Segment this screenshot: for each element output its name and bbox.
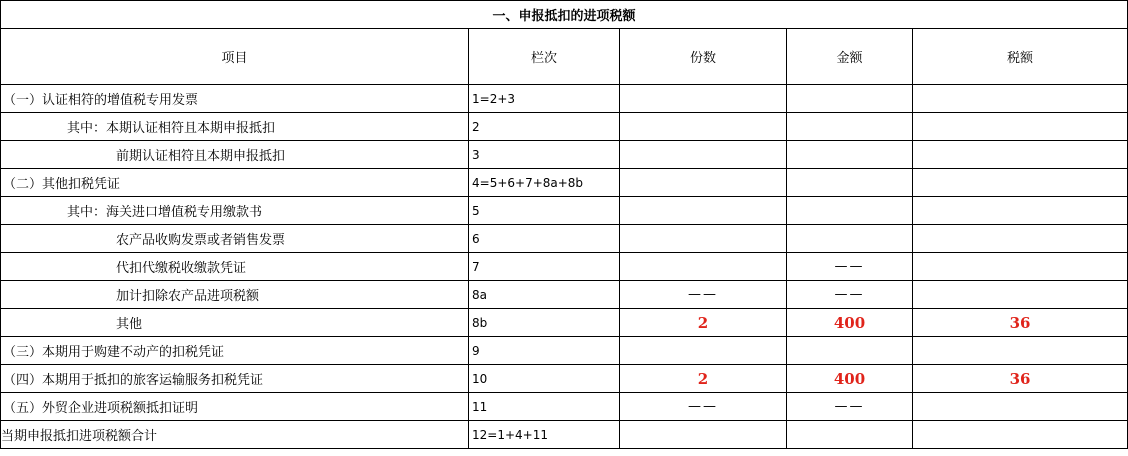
header-line: 栏次 xyxy=(469,29,620,85)
table-title-row xyxy=(1,1,1128,29)
row-item[interactable]: 前期认证相符且本期申报抵扣 xyxy=(1,141,469,169)
row-count[interactable] xyxy=(620,421,787,449)
table-row xyxy=(1,113,1128,141)
row-tax[interactable]: 36 xyxy=(913,309,1128,337)
row-item[interactable]: （四）本期用于抵扣的旅客运输服务扣税凭证 xyxy=(1,365,469,393)
row-tax[interactable] xyxy=(913,197,1128,225)
row-line[interactable]: 9 xyxy=(469,337,620,365)
row-line[interactable]: 6 xyxy=(469,225,620,253)
row-count[interactable] xyxy=(620,225,787,253)
row-item[interactable]: 农产品收购发票或者销售发票 xyxy=(1,225,469,253)
row-line[interactable]: 3 xyxy=(469,141,620,169)
table-row xyxy=(1,337,1128,365)
table-header-row xyxy=(1,29,1128,85)
table-row xyxy=(1,141,1128,169)
row-line[interactable]: 10 xyxy=(469,365,620,393)
row-item[interactable]: 当期申报抵扣进项税额合计 xyxy=(1,421,469,449)
table-row xyxy=(1,393,1128,421)
table-row xyxy=(1,365,1128,393)
row-line[interactable]: 2 xyxy=(469,113,620,141)
row-count[interactable]: —— xyxy=(620,281,787,309)
table-row xyxy=(1,197,1128,225)
header-amount: 金额 xyxy=(787,29,913,85)
row-amount[interactable]: 400 xyxy=(787,309,913,337)
row-count[interactable] xyxy=(620,169,787,197)
table-row xyxy=(1,281,1128,309)
row-item[interactable]: （五）外贸企业进项税额抵扣证明 xyxy=(1,393,469,421)
row-amount[interactable] xyxy=(787,225,913,253)
row-count[interactable] xyxy=(620,253,787,281)
row-amount[interactable] xyxy=(787,113,913,141)
row-tax[interactable] xyxy=(913,141,1128,169)
row-line[interactable]: 8a xyxy=(469,281,620,309)
table-row xyxy=(1,421,1128,449)
row-tax[interactable] xyxy=(913,225,1128,253)
row-item[interactable]: 其他 xyxy=(1,309,469,337)
row-line[interactable]: 4=5+6+7+8a+8b xyxy=(469,169,620,197)
row-item[interactable]: 代扣代缴税收缴款凭证 xyxy=(1,253,469,281)
row-amount[interactable] xyxy=(787,169,913,197)
row-line[interactable]: 8b xyxy=(469,309,620,337)
row-amount[interactable]: 400 xyxy=(787,365,913,393)
row-tax[interactable] xyxy=(913,253,1128,281)
row-count[interactable] xyxy=(620,141,787,169)
row-amount[interactable] xyxy=(787,85,913,113)
row-tax[interactable] xyxy=(913,85,1128,113)
row-tax[interactable] xyxy=(913,421,1128,449)
row-count[interactable]: 2 xyxy=(620,365,787,393)
row-count[interactable] xyxy=(620,197,787,225)
row-line[interactable]: 7 xyxy=(469,253,620,281)
table-row xyxy=(1,225,1128,253)
row-tax[interactable] xyxy=(913,113,1128,141)
row-item[interactable]: （一）认证相符的增值税专用发票 xyxy=(1,85,469,113)
row-amount[interactable]: —— xyxy=(787,281,913,309)
row-tax[interactable] xyxy=(913,281,1128,309)
row-amount[interactable] xyxy=(787,337,913,365)
row-count[interactable] xyxy=(620,337,787,365)
table-row xyxy=(1,309,1128,337)
table-row xyxy=(1,85,1128,113)
row-item[interactable]: （三）本期用于购建不动产的扣税凭证 xyxy=(1,337,469,365)
row-count[interactable]: —— xyxy=(620,393,787,421)
row-item[interactable]: （二）其他扣税凭证 xyxy=(1,169,469,197)
row-item[interactable]: 加计扣除农产品进项税额 xyxy=(1,281,469,309)
row-line[interactable]: 12=1+4+11 xyxy=(469,421,620,449)
row-tax[interactable] xyxy=(913,337,1128,365)
row-item[interactable]: 其中：本期认证相符且本期申报抵扣 xyxy=(1,113,469,141)
row-line[interactable]: 5 xyxy=(469,197,620,225)
row-amount[interactable] xyxy=(787,197,913,225)
header-tax: 税额 xyxy=(913,29,1128,85)
row-amount[interactable] xyxy=(787,421,913,449)
table-row xyxy=(1,169,1128,197)
row-amount[interactable] xyxy=(787,141,913,169)
row-line[interactable]: 1=2+3 xyxy=(469,85,620,113)
header-item: 项目 xyxy=(1,29,469,85)
table-title: 一、申报抵扣的进项税额 xyxy=(1,1,1128,29)
row-count[interactable]: 2 xyxy=(620,309,787,337)
row-count[interactable] xyxy=(620,85,787,113)
row-tax[interactable] xyxy=(913,169,1128,197)
row-line[interactable]: 11 xyxy=(469,393,620,421)
row-item[interactable]: 其中：海关进口增值税专用缴款书 xyxy=(1,197,469,225)
header-count: 份数 xyxy=(620,29,787,85)
row-tax[interactable]: 36 xyxy=(913,365,1128,393)
table-row xyxy=(1,253,1128,281)
row-amount[interactable]: —— xyxy=(787,253,913,281)
row-tax[interactable] xyxy=(913,393,1128,421)
row-count[interactable] xyxy=(620,113,787,141)
row-amount[interactable]: —— xyxy=(787,393,913,421)
